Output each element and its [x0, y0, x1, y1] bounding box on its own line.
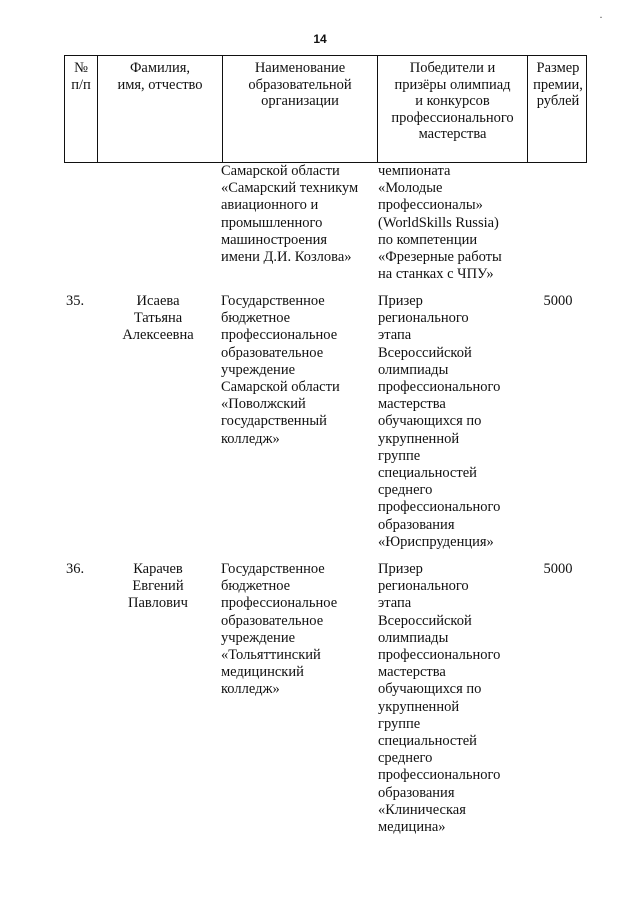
- header-name-column: [97, 56, 222, 162]
- table-header: [64, 55, 587, 163]
- row-prize-cell: 5000: [543, 561, 573, 577]
- row-name-cell: Исаева Татьяна Алексеевна: [122, 293, 194, 344]
- row-name-cell: Карачев Евгений Павлович: [128, 561, 188, 612]
- header-achievement-column: [377, 56, 527, 162]
- row-number-cell: 35.: [66, 293, 85, 309]
- row-prize-cell: 5000: [543, 293, 573, 309]
- page-number: 14: [313, 32, 327, 46]
- continuation-organization-cell: Самарской области «Самарский техникум авиационного и промышленного машиностроения имени Д.И. Козлова»: [221, 163, 359, 266]
- header-organization-column: [222, 56, 377, 162]
- header-organization-label: Наименование образовательной организации: [248, 60, 352, 109]
- continuation-achievement-cell: чемпионата «Молодые профессионалы» (WorldSkills Russia) по компетенции «Фрезерные работы на станках с ЧПУ»: [378, 163, 502, 283]
- scan-speck: ·: [599, 10, 603, 24]
- header-prize-label: Размер премии, рублей: [533, 60, 583, 109]
- row-achievement-cell: Призер регионального этапа Всероссийской олимпиады профессионального мастерства обучающихся по укрупненной группе специальностей среднего профессионального образования «Клиническая медицина»: [378, 561, 501, 836]
- header-number-column: [65, 56, 97, 162]
- row-organization-cell: Государственное бюджетное профессиональное образовательное учреждение Самарской области «Поволжский государственный колледж»: [221, 293, 340, 447]
- header-prize-column: [527, 56, 588, 162]
- header-achievement-label: Победители и призёры олимпиад и конкурсов профессионального мастерства: [391, 60, 514, 142]
- header-number-label: № п/п: [71, 60, 91, 93]
- header-name-label: Фамилия, имя, отчество: [117, 60, 203, 93]
- row-number-cell: 36.: [66, 561, 85, 577]
- row-achievement-cell: Призер регионального этапа Всероссийской олимпиады профессионального мастерства обучающихся по укрупненной группе специальностей среднего профессионального образования «Юриспруденция»: [378, 293, 501, 550]
- row-organization-cell: Государственное бюджетное профессиональное образовательное учреждение «Тольяттинский медицинский колледж»: [221, 561, 338, 698]
